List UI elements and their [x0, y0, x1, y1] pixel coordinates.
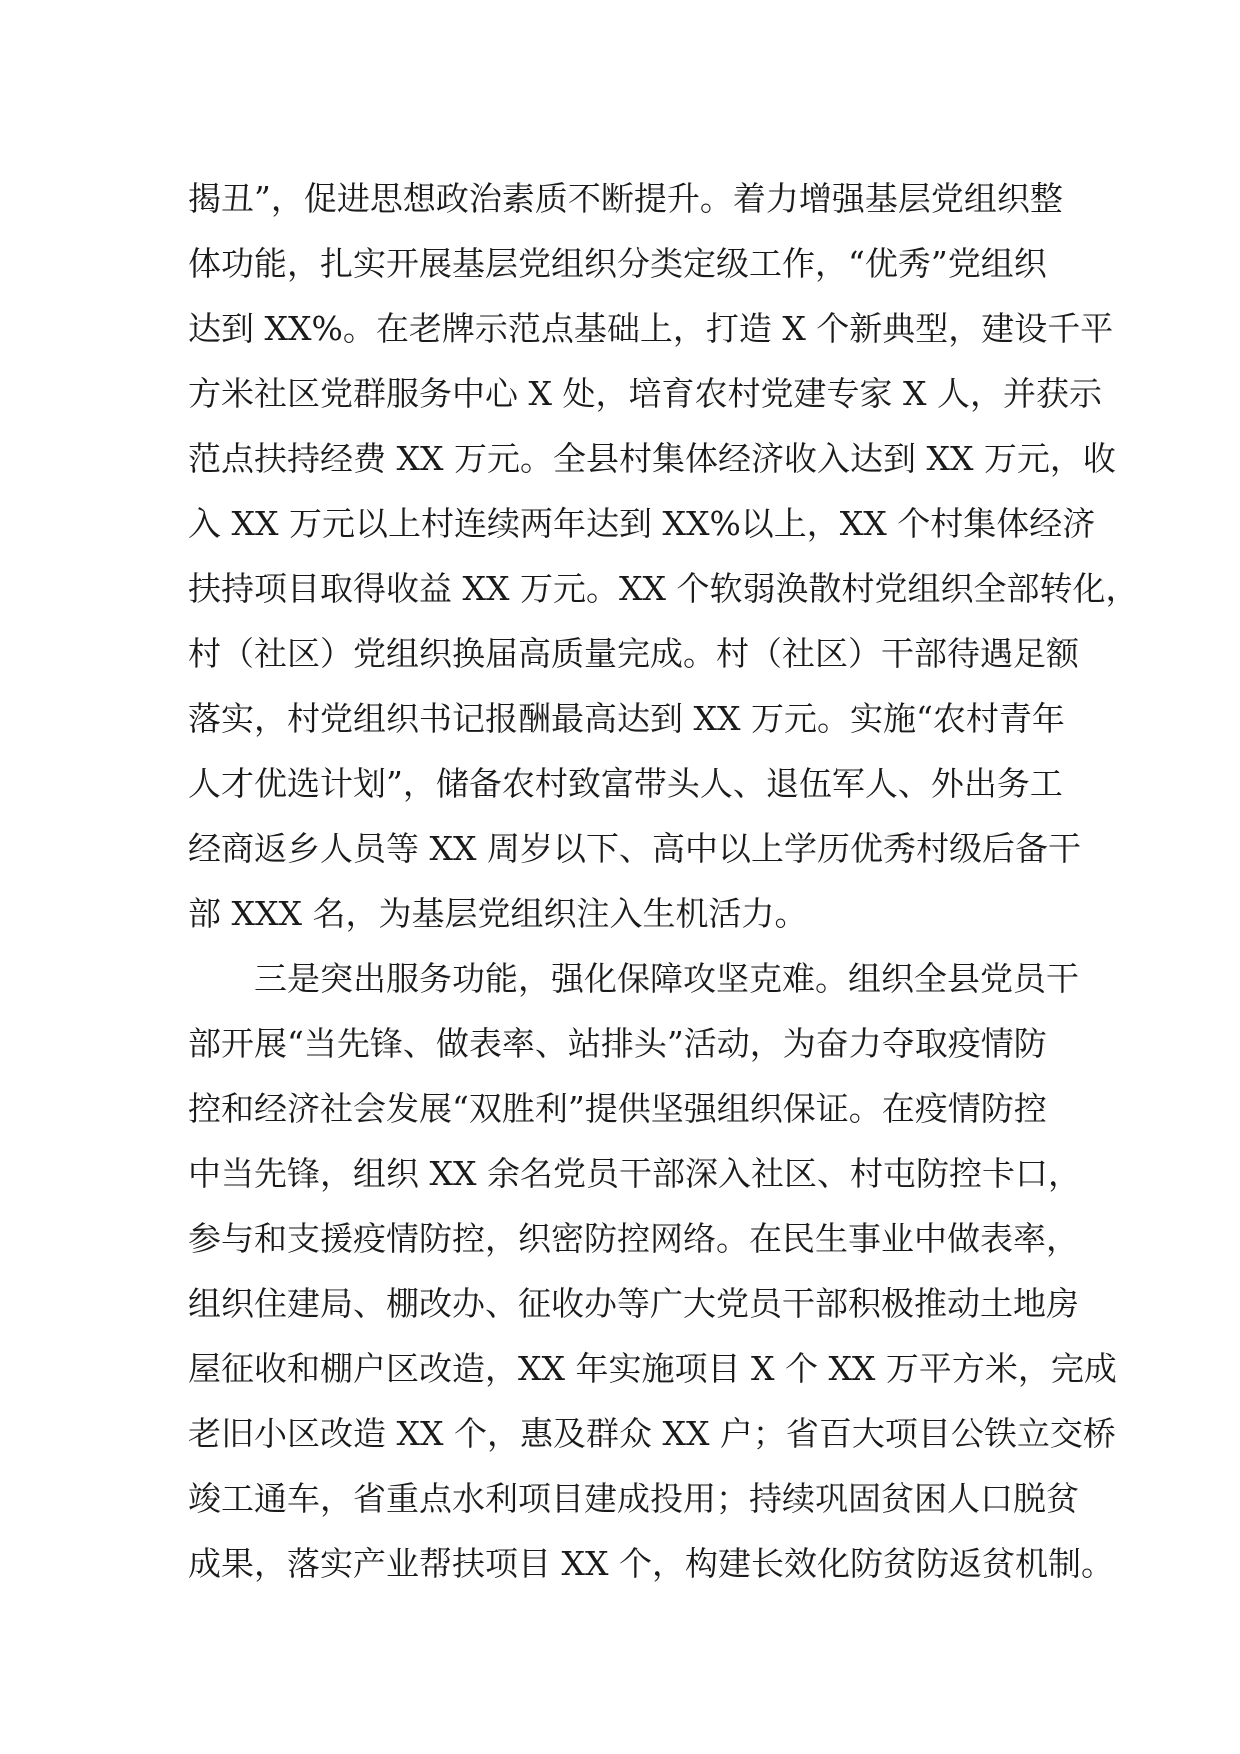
- text-line: 村（社区）党组织换届高质量完成。村（社区）干部待遇足额: [188, 634, 1079, 673]
- text-line: 屋征收和棚户区改造，XX 年实施项目 X 个 XX 万平方米，完成: [188, 1349, 1117, 1388]
- text-line: 入 XX 万元以上村连续两年达到 XX%以上，XX 个村集体经济: [188, 504, 1096, 543]
- document-body: [188, 166, 1139, 1596]
- text-line: 扶持项目取得收益 XX 万元。XX 个软弱涣散村党组织全部转化，: [188, 569, 1139, 608]
- text-line: 中当先锋，组织 XX 余名党员干部深入社区、村屯防控卡口，: [188, 1154, 1081, 1193]
- text-line: 参与和支援疫情防控，织密防控网络。在民生事业中做表率，: [188, 1219, 1079, 1258]
- text-line: 控和经济社会发展“双胜利”提供坚强组织保证。在疫情防控: [188, 1089, 1047, 1128]
- paragraph-1: [188, 166, 1139, 946]
- text-line: 经商返乡人员等 XX 周岁以下、高中以上学历优秀村级后备干: [188, 829, 1081, 868]
- text-line: 组织住建局、棚改办、征收办等广大党员干部积极推动土地房: [188, 1284, 1079, 1323]
- text-line: 三是突出服务功能，强化保障攻坚克难。组织全县党员干: [254, 959, 1079, 998]
- text-line: 揭丑”，促进思想政治素质不断提升。着力增强基层党组织整: [188, 179, 1063, 218]
- text-line: 体功能，扎实开展基层党组织分类定级工作，“优秀”党组织: [188, 244, 1047, 283]
- text-line: 人才优选计划”，储备农村致富带头人、退伍军人、外出务工: [188, 764, 1063, 803]
- text-line: 部 XXX 名，为基层党组织注入生机活力。: [188, 894, 808, 933]
- text-line: 老旧小区改造 XX 个，惠及群众 XX 户；省百大项目公铁立交桥: [188, 1414, 1116, 1453]
- text-line: 方米社区党群服务中心 X 处，培育农村党建专家 X 人，并获示: [188, 374, 1102, 413]
- paragraph-2: [188, 946, 1117, 1596]
- text-line: 竣工通车，省重点水利项目建成投用；持续巩固贫困人口脱贫: [188, 1479, 1079, 1518]
- text-line: 落实，村党组织书记报酬最高达到 XX 万元。实施“农村青年: [188, 699, 1065, 738]
- text-line: 达到 XX%。在老牌示范点基础上，打造 X 个新典型，建设千平: [188, 309, 1114, 348]
- text-line: 范点扶持经费 XX 万元。全县村集体经济收入达到 XX 万元，收: [188, 439, 1116, 478]
- text-line: 成果，落实产业帮扶项目 XX 个，构建长效化防贫防返贫机制。: [188, 1544, 1114, 1583]
- text-line: 部开展“当先锋、做表率、站排头”活动，为奋力夺取疫情防: [188, 1024, 1047, 1063]
